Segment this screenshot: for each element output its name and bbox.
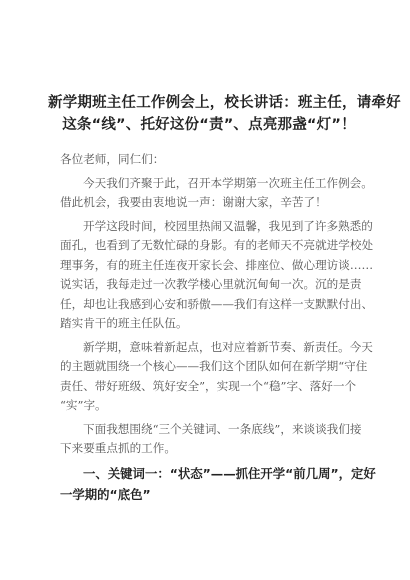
article-title [48, 92, 401, 136]
text-line: 下来要重点抓的工作。 [60, 441, 176, 456]
paragraph [60, 217, 372, 333]
text-line: 的主题就围绕一个核心——我们这个团队如何在新学期“守住 [60, 359, 368, 374]
heading-line: 一、关键词一：“状态”——抓住开学“前几周”，定好 [83, 466, 376, 482]
paragraph [60, 338, 372, 416]
text-line: 开学这段时间，校园里热闹又温馨，我见到了许多熟悉的 [83, 219, 373, 233]
section-heading [60, 463, 376, 505]
text-line: 任，却也让我感到心安和骄傲——我们有这样一支默默付出、 [60, 296, 374, 311]
paragraph [60, 174, 372, 213]
text-line: 面孔，也看到了无数忙碌的身影。有的老师天不亮就进学校处 [60, 238, 374, 253]
text-line: 理事务，有的班主任连夜开家长会、排座位、做心理访谈…… [60, 257, 374, 272]
text-line: 下面我想围绕“三个关键词、一条底线”，来谈谈我们接 [83, 421, 362, 436]
article-body [60, 150, 376, 505]
salutation: 各位老师，同仁们： [60, 152, 165, 166]
text-line: 踏实肯干的班主任队伍。 [60, 316, 188, 331]
text-line: 今天我们齐聚于此，召开本学期第一次班主任工作例会。 [83, 175, 373, 190]
text-line: “实”字。 [60, 398, 107, 413]
text-line: 新学期，意味着新起点，也对应着新节奏、新责任。今天 [83, 339, 373, 354]
paragraph [60, 420, 372, 459]
title-line: 这条“线”、托好这份“责”、点亮那盏“灯”！ [62, 117, 356, 133]
title-line: 新学期班主任工作例会上，校长讲话：班主任，请牵好 [48, 95, 401, 111]
text-line: 责任、带好班级、筑好安全”，实现一个“稳”字、落好一个 [60, 378, 357, 393]
heading-line: 一学期的“底色” [60, 487, 151, 503]
text-line: 说实话，我每走过一次教学楼心里就沉甸甸一次。沉的是责 [60, 277, 362, 292]
text-line: 借此机会，我要由衷地说一声：谢谢大家，辛苦了！ [60, 195, 327, 210]
